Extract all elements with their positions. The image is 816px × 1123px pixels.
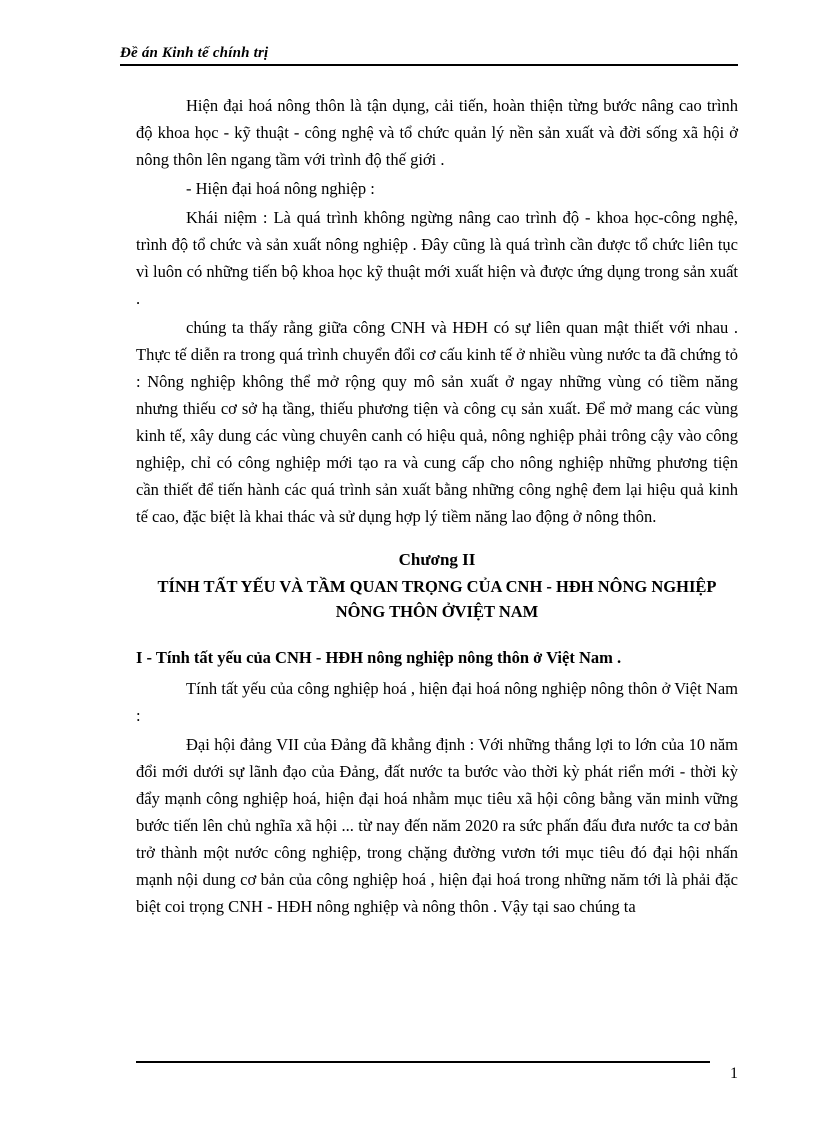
page-footer [136,1061,738,1083]
chapter-label: Chương II [398,550,476,569]
body-paragraph-2: - Hiện đại hoá nông nghiệp : [186,179,375,198]
footer-rule [136,1061,710,1063]
body-paragraph-6: Đại hội đảng VII của Đảng đã khẳng định : Với những thắng lợi to lớn của 10 năm đổi mới dưới sự lãnh đạo của Đảng, đất nước ta bước vào thời kỳ phát riển mới - thời kỳ đẩy mạnh công nghiệp hoá, hiện đại hoá nhằm mục tiêu xã hội công bằng văn minh vững bước tiến lên chủ nghĩa xã hội ... từ nay đến năm 2020 ra sức phấn đấu đưa nước ta cơ bản trở thành một nước công nghiệp, trong chặng đường vươn tới mục tiêu đó đại hội nhấn mạnh nội dung cơ bản của công nghiệp hoá , hiện đại hoá trong những năm tới là phải đặc biệt coi trọng CNH - HĐH nông nghiệp và nông thôn . Vậy tại sao chúng ta [136,735,738,916]
body-paragraph-1: Hiện đại hoá nông thôn là tận dụng, cải tiến, hoàn thiện từng bước nâng cao trình độ khoa học - kỹ thuật - công nghệ và tổ chức quản lý nền sản xuất và đời sống xã hội ở nông thôn lên ngang tầm với trình độ thế giới . [136,96,738,169]
body-paragraph-4: chúng ta thấy rằng giữa công CNH và HĐH có sự liên quan mật thiết với nhau . Thực tế diễn ra trong quá trình chuyển đổi cơ cấu kinh tế ở nhiều vùng nước ta đã chứng tỏ : Nông nghiệp không thể mở rộng quy mô sản xuất ở ngay những vùng có tiềm năng nhưng thiếu cơ sở hạ tầng, thiếu phương tiện và công cụ sản xuất. Để mở mang các vùng kinh tế, xây dung các vùng chuyên canh có hiệu quả, nông nghiệp phải trông cậy vào công nghiệp, chỉ có công nghiệp mới tạo ra và cung cấp cho nông nghiệp những phương tiện cần thiết để tiến hành các quá trình sản xuất bằng những công nghệ đem lại hiệu quả kinh tế cao, đặc biệt là khai thác và sử dụng hợp lý tiềm năng lao động ở nông thôn. [136,318,738,526]
chapter-title: TÍNH TẤT YẾU VÀ TẦM QUAN TRỌNG CỦA CNH - HĐH NÔNG NGHIỆP NÔNG THÔN ỞVIỆT NAM [157,577,717,621]
document-header [120,42,738,66]
body-paragraph-3: Khái niệm : Là quá trình không ngừng nâng cao trình độ - khoa học-công nghệ, trình độ tổ chức và sản xuất nông nghiệp . Đây cũng là quá trình cần được tổ chức liên tục vì luôn có những tiến bộ khoa học kỹ thuật mới xuất hiện và được ứng dụng trong sản xuất . [136,208,738,308]
page-number: 1 [730,1065,738,1082]
header-title: Đề án Kinh tế chính trị [120,45,269,61]
body-paragraph-5: Tính tất yếu của công nghiệp hoá , hiện đại hoá nông nghiệp nông thôn ở Việt Nam : [136,679,738,725]
section-heading: I - Tính tất yếu của CNH - HĐH nông nghiệp nông thôn ở Việt Nam . [136,648,622,667]
